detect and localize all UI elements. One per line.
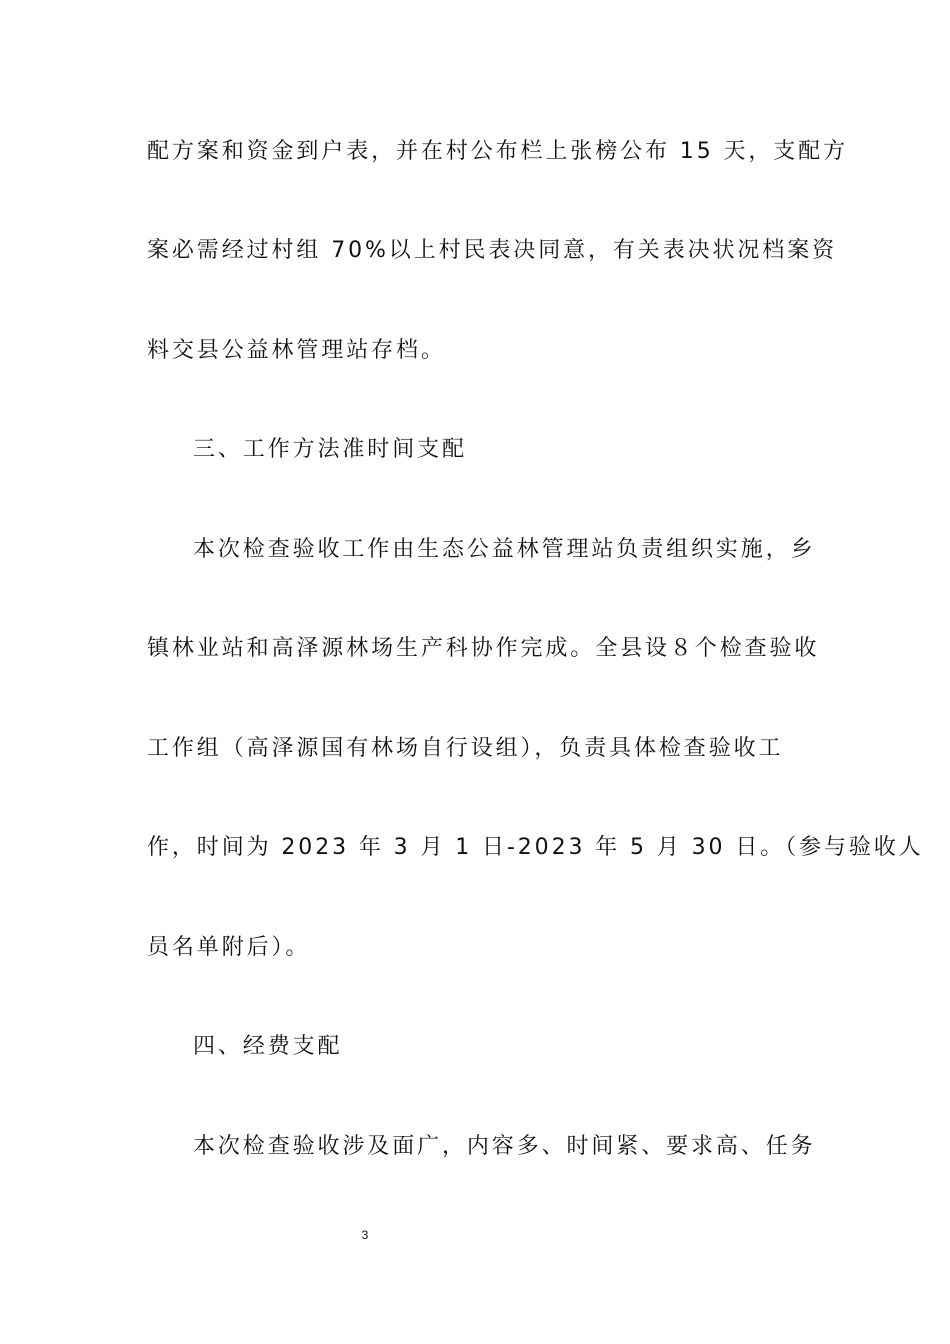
body-text-line: 配方案和资金到户表，并在村公布栏上张榜公布 15 天，支配方 bbox=[147, 139, 848, 164]
body-text-line: 工作组（高泽源国有林场自行设组），负责具体检查验收工 bbox=[147, 736, 784, 761]
page-number: 3 bbox=[361, 1228, 369, 1242]
body-text-line: 料交县公益林管理站存档。 bbox=[147, 338, 446, 363]
body-text-line: 本次检查验收工作由生态公益林管理站负责组织实施，乡 bbox=[193, 537, 816, 562]
body-text-line: 镇林业站和高泽源林场生产科协作完成。全县设８个检查验收 bbox=[147, 636, 820, 661]
body-text-line: 作，时间为 2023 年 3 月 1 日-2023 年 5 月 30 日。（参与验收人 bbox=[147, 835, 924, 860]
body-text-line: 本次检查验收涉及面广，内容多、时间紧、要求高、任务 bbox=[193, 1134, 816, 1159]
body-text-line: 案必需经过村组 70%以上村民表决同意，有关表决状况档案资 bbox=[147, 238, 837, 263]
body-text-line: 员名单附后）。 bbox=[147, 935, 311, 960]
section-heading: 四、经费支配 bbox=[193, 1034, 343, 1059]
section-heading: 三、工作方法准时间支配 bbox=[193, 437, 467, 462]
